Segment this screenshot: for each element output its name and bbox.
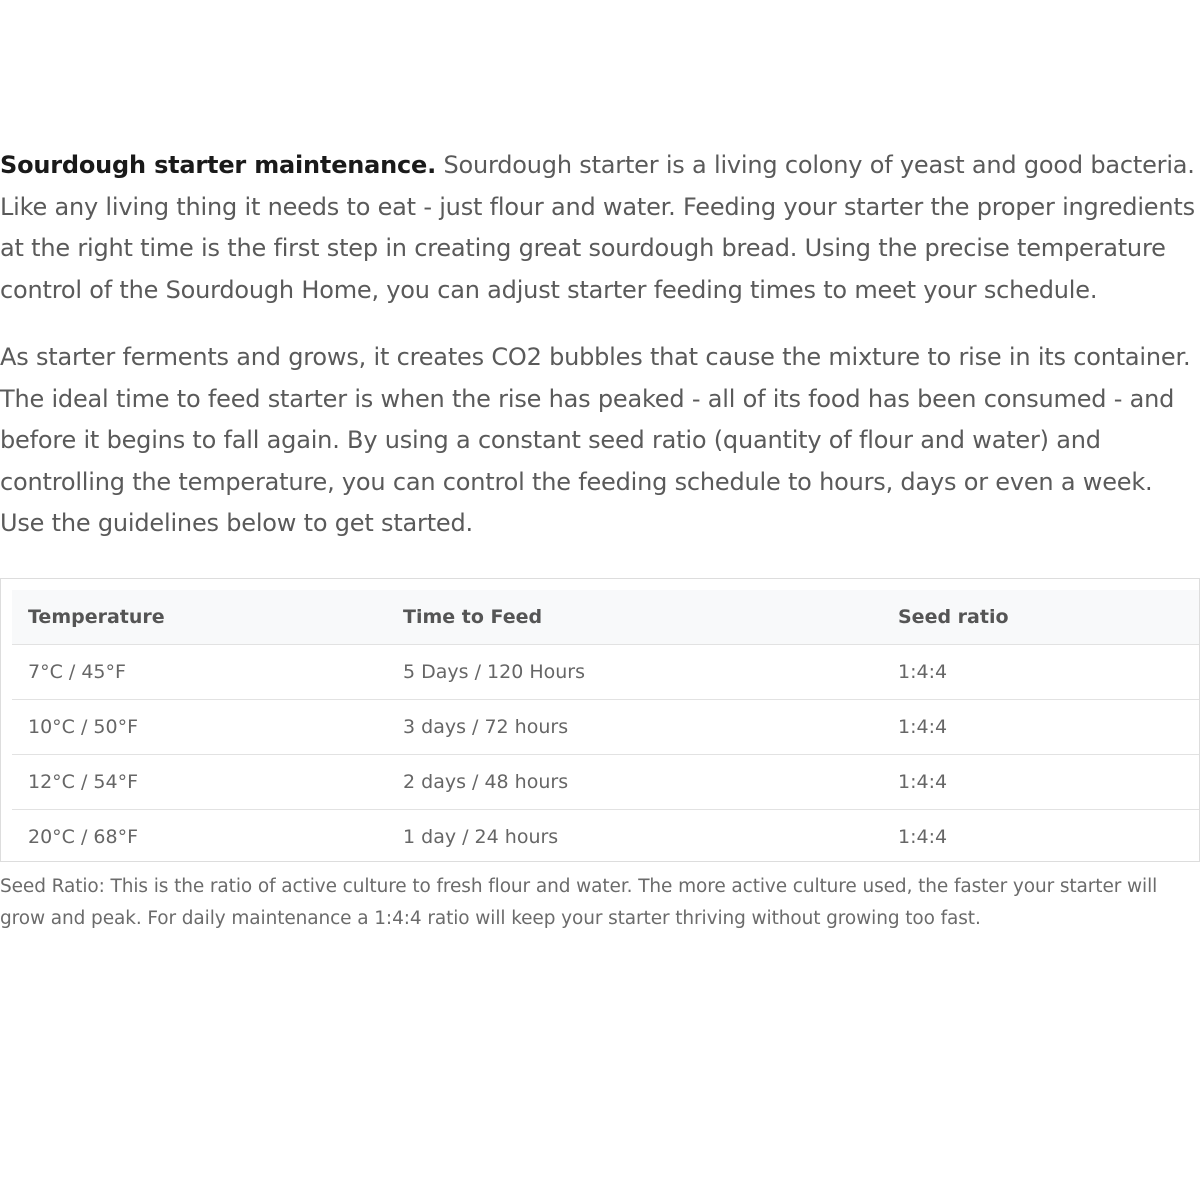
cell-temperature: 7°C / 45°F [12, 644, 387, 699]
feeding-schedule-table [12, 590, 1199, 864]
table-row [12, 754, 1199, 809]
feeding-paragraph: As starter ferments and grows, it creates CO2 bubbles that cause the mixture to rise in its container. The ideal time to feed starter is when the rise has peaked - all of its food has been consumed - and before it begins to fall again. By using a constant seed ratio (quantity of flour and water) and controlling the temperature, you can control the feeding schedule to hours, days or even a week. Use the guidelines below to get started. [0, 343, 1191, 537]
table-row [12, 809, 1199, 864]
cell-temperature: 20°C / 68°F [28, 825, 139, 848]
cell-temperature: 10°C / 50°F [12, 699, 387, 754]
header-temperature: Temperature [12, 590, 387, 645]
intro-lead: Sourdough starter maintenance. [0, 151, 437, 179]
seed-ratio-footnote: Seed Ratio: This is the ratio of active culture to fresh flour and water. The more active culture used, the faster your starter will grow and peak. For daily maintenance a 1:4:4 ratio will keep your starter thriving without growing too fast. [0, 875, 1158, 929]
article-content [0, 145, 1200, 935]
cell-temperature: 12°C / 54°F [12, 754, 387, 809]
cell-seed-ratio: 1:4:4 [882, 699, 1199, 754]
cell-time-to-feed: 5 Days / 120 Hours [387, 644, 882, 699]
cell-time-to-feed: 1 day / 24 hours [403, 825, 559, 848]
intro-paragraph [0, 145, 1200, 311]
table-row [12, 699, 1199, 754]
table-header-row [12, 590, 1199, 645]
header-seed-ratio: Seed ratio [882, 590, 1199, 645]
cell-time-to-feed: 2 days / 48 hours [387, 754, 882, 809]
header-time-to-feed: Time to Feed [387, 590, 882, 645]
intro-body: Sourdough starter is a living colony of yeast and good bacteria. Like any living thing it needs to eat - just flour and water. Feeding your starter the proper ingredients at the right time is the first step in creating great sourdough bread. Using the precise temperature control of the Sourdough Home, you can adjust starter feeding times to meet your schedule. [0, 151, 1195, 304]
cell-seed-ratio: 1:4:4 [882, 754, 1199, 809]
table-row [12, 644, 1199, 699]
feeding-table-container [0, 578, 1200, 862]
cell-time-to-feed: 3 days / 72 hours [387, 699, 882, 754]
cell-seed-ratio: 1:4:4 [882, 644, 1199, 699]
cell-seed-ratio: 1:4:4 [898, 825, 948, 848]
